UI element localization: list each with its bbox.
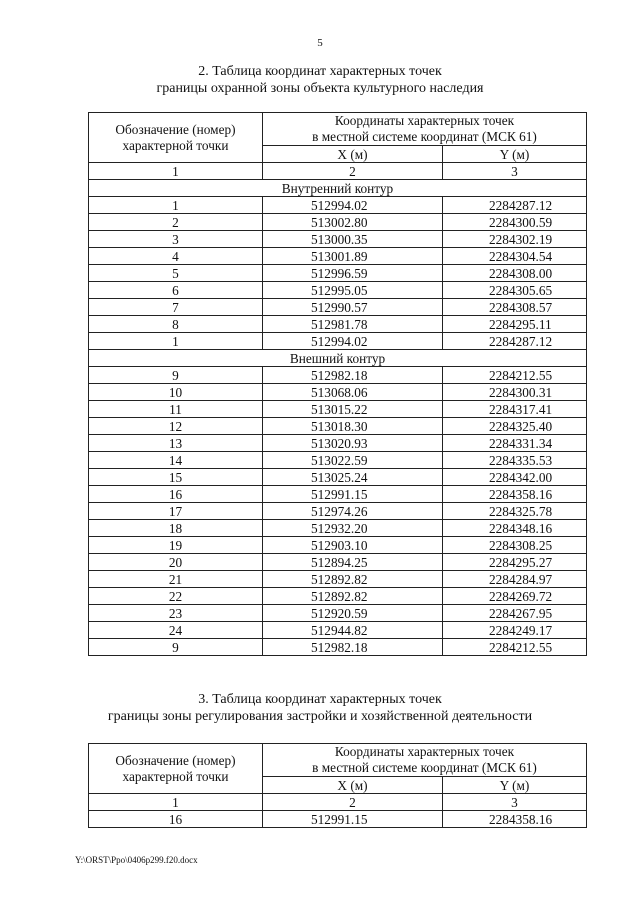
point-number-cell: 9 (89, 367, 263, 384)
table-row (89, 452, 587, 469)
x-coordinate-cell: 513000.35 (263, 231, 443, 248)
x-coordinate-cell: 512920.59 (263, 605, 443, 622)
coordinates-table-2 (88, 112, 587, 656)
table-row (89, 486, 587, 503)
y-coordinate-cell: 2284305.65 (443, 282, 587, 299)
table-row (89, 282, 587, 299)
y-coordinate-cell: 2284335.53 (443, 452, 587, 469)
y-coordinate-cell: 2284287.12 (443, 197, 587, 214)
y-column-header: Y (м) (443, 777, 587, 794)
point-column-header: Обозначение (номер) характерной точки (89, 113, 263, 163)
table-row (89, 214, 587, 231)
table-row (89, 367, 587, 384)
point-number-cell: 14 (89, 452, 263, 469)
x-coordinate-cell: 513002.80 (263, 214, 443, 231)
section-row-inner (89, 180, 587, 197)
y-coordinate-cell: 2284308.25 (443, 537, 587, 554)
table-3-title (0, 691, 640, 725)
point-number-cell: 15 (89, 469, 263, 486)
y-coordinate-cell: 2284317.41 (443, 401, 587, 418)
table-row (89, 571, 587, 588)
point-number-cell: 24 (89, 622, 263, 639)
file-path-footer: Y:\ORST\Ppo\0406p299.f20.docx (75, 855, 198, 865)
table-2-title-line2: границы охранной зоны объекта культурного наследия (156, 81, 484, 96)
point-number-cell: 21 (89, 571, 263, 588)
y-coordinate-cell: 2284284.97 (443, 571, 587, 588)
x-coordinate-cell: 512903.10 (263, 537, 443, 554)
x-coordinate-cell: 512944.82 (263, 622, 443, 639)
x-coordinate-cell: 512995.05 (263, 282, 443, 299)
table-row (89, 299, 587, 316)
point-number-cell: 4 (89, 248, 263, 265)
x-coordinate-cell: 512994.02 (263, 333, 443, 350)
y-coordinate-cell: 2284300.59 (443, 214, 587, 231)
x-coordinate-cell: 513068.06 (263, 384, 443, 401)
table-3-title-line2: границы зоны регулирования застройки и хозяйственной деятельности (107, 709, 533, 724)
y-coordinate-cell: 2284325.78 (443, 503, 587, 520)
x-coordinate-cell: 513015.22 (263, 401, 443, 418)
table-row (89, 418, 587, 435)
table-row (89, 554, 587, 571)
y-coordinate-cell: 2284358.16 (443, 811, 587, 828)
point-number-cell: 23 (89, 605, 263, 622)
point-number-cell: 9 (89, 639, 263, 656)
y-coordinate-cell: 2284358.16 (443, 486, 587, 503)
table-row (89, 639, 587, 656)
point-number-cell: 6 (89, 282, 263, 299)
table-row (89, 469, 587, 486)
point-number-cell: 17 (89, 503, 263, 520)
y-column-header: Y (м) (443, 146, 587, 163)
point-number-cell: 11 (89, 401, 263, 418)
point-number-cell: 1 (89, 197, 263, 214)
x-coordinate-cell: 512892.82 (263, 588, 443, 605)
x-coordinate-cell: 513025.24 (263, 469, 443, 486)
point-number-cell: 7 (89, 299, 263, 316)
y-coordinate-cell: 2284348.16 (443, 520, 587, 537)
x-coordinate-cell: 513022.59 (263, 452, 443, 469)
coords-column-header: Координаты характерных точек в местной системе координат (МСК 61) (263, 113, 587, 146)
table-row (89, 605, 587, 622)
x-coordinate-cell: 513001.89 (263, 248, 443, 265)
x-coordinate-cell: 513020.93 (263, 435, 443, 452)
column-number-row: 1 2 3 (89, 794, 587, 811)
table-row (89, 316, 587, 333)
x-coordinate-cell: 512894.25 (263, 554, 443, 571)
y-coordinate-cell: 2284300.31 (443, 384, 587, 401)
y-coordinate-cell: 2284295.27 (443, 554, 587, 571)
y-coordinate-cell: 2284308.00 (443, 265, 587, 282)
x-coordinate-cell: 512981.78 (263, 316, 443, 333)
point-number-cell: 13 (89, 435, 263, 452)
page-number: 5 (317, 37, 323, 49)
y-coordinate-cell: 2284302.19 (443, 231, 587, 248)
table-row (89, 333, 587, 350)
inner-contour-label: Внутренний контур (89, 180, 587, 197)
table-row (89, 231, 587, 248)
table-row (89, 401, 587, 418)
table-row (89, 197, 587, 214)
x-coordinate-cell: 512991.15 (263, 811, 443, 828)
point-number-cell: 12 (89, 418, 263, 435)
table-header-row (89, 744, 587, 777)
table-header-row (89, 113, 587, 146)
x-coordinate-cell: 512982.18 (263, 367, 443, 384)
point-number-cell: 8 (89, 316, 263, 333)
x-coordinate-cell: 512994.02 (263, 197, 443, 214)
x-column-header: X (м) (263, 146, 443, 163)
table-3-title-line1: 3. Таблица координат характерных точек (198, 692, 442, 707)
section-row-outer (89, 350, 587, 367)
table-row (89, 622, 587, 639)
y-coordinate-cell: 2284325.40 (443, 418, 587, 435)
x-coordinate-cell: 512974.26 (263, 503, 443, 520)
point-column-header: Обозначение (номер) характерной точки (89, 744, 263, 794)
point-number-cell: 10 (89, 384, 263, 401)
point-number-cell: 22 (89, 588, 263, 605)
x-coordinate-cell: 512990.57 (263, 299, 443, 316)
y-coordinate-cell: 2284295.11 (443, 316, 587, 333)
x-coordinate-cell: 512982.18 (263, 639, 443, 656)
point-number-cell: 16 (89, 486, 263, 503)
y-coordinate-cell: 2284308.57 (443, 299, 587, 316)
point-number-cell: 19 (89, 537, 263, 554)
coords-column-header: Координаты характерных точек в местной системе координат (МСК 61) (263, 744, 587, 777)
y-coordinate-cell: 2284267.95 (443, 605, 587, 622)
x-coordinate-cell: 512991.15 (263, 486, 443, 503)
point-number-cell: 20 (89, 554, 263, 571)
table-row (89, 537, 587, 554)
table-row (89, 811, 587, 828)
y-coordinate-cell: 2284269.72 (443, 588, 587, 605)
x-coordinate-cell: 512996.59 (263, 265, 443, 282)
point-number-cell: 2 (89, 214, 263, 231)
table-2-title (0, 63, 640, 97)
point-number-cell: 1 (89, 333, 263, 350)
table-row (89, 435, 587, 452)
table-row (89, 520, 587, 537)
table-row (89, 248, 587, 265)
point-number-cell: 5 (89, 265, 263, 282)
column-number-row: 1 2 3 (89, 163, 587, 180)
y-coordinate-cell: 2284212.55 (443, 639, 587, 656)
point-number-cell: 3 (89, 231, 263, 248)
y-coordinate-cell: 2284287.12 (443, 333, 587, 350)
table-row (89, 588, 587, 605)
outer-contour-label: Внешний контур (89, 350, 587, 367)
y-coordinate-cell: 2284304.54 (443, 248, 587, 265)
x-column-header: X (м) (263, 777, 443, 794)
coordinates-table-3 (88, 743, 587, 828)
x-coordinate-cell: 512892.82 (263, 571, 443, 588)
y-coordinate-cell: 2284331.34 (443, 435, 587, 452)
x-coordinate-cell: 512932.20 (263, 520, 443, 537)
table-row (89, 503, 587, 520)
y-coordinate-cell: 2284342.00 (443, 469, 587, 486)
x-coordinate-cell: 513018.30 (263, 418, 443, 435)
table-row (89, 384, 587, 401)
y-coordinate-cell: 2284249.17 (443, 622, 587, 639)
table-2-title-line1: 2. Таблица координат характерных точек (198, 64, 442, 79)
table-row (89, 265, 587, 282)
point-number-cell: 16 (89, 811, 263, 828)
point-number-cell: 18 (89, 520, 263, 537)
y-coordinate-cell: 2284212.55 (443, 367, 587, 384)
